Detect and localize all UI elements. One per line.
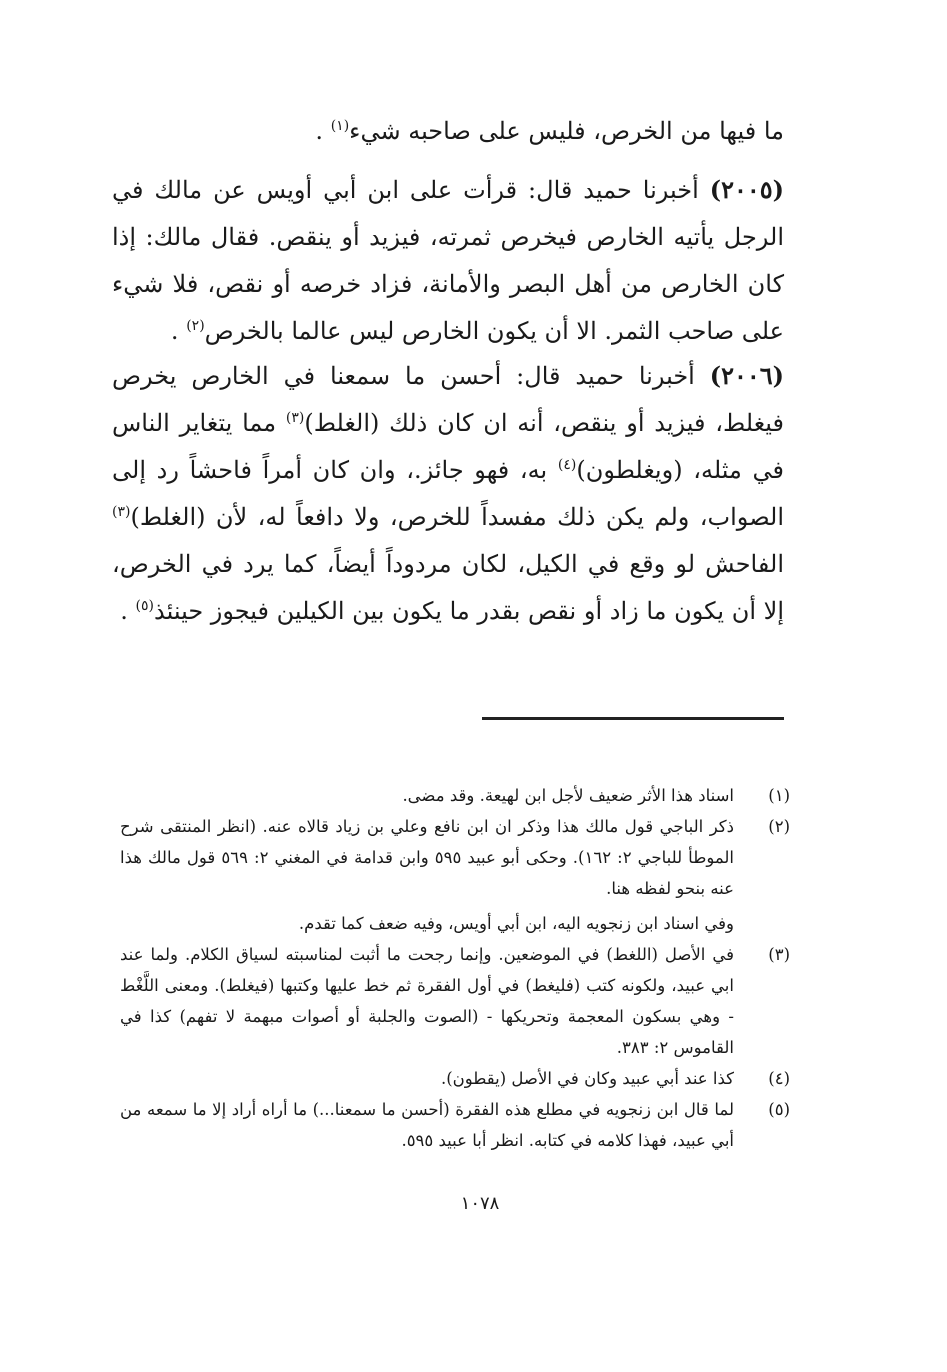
paragraph-end: . [120, 597, 128, 625]
paragraph-text: مما يتغاير الناس في مثله، (ويغلطون) [112, 409, 785, 484]
paragraph-text: ما فيها من الخرص، فليس على صاحبه شيء [349, 117, 784, 145]
footnote-ref: (٢) [186, 318, 205, 334]
footnote-text: وفي اسناد ابن زنجويه اليه، ابن أبي أويس، وفيه ضعف كما تقدم. [298, 914, 734, 933]
paragraph-number: (٢٠٠٦) [709, 361, 785, 390]
footnote-number: (١) [768, 786, 790, 805]
footnote-text: لما قال ابن زنجويه في مطلع هذه الفقرة (أحسن ما سمعنا...) ما أراه أراد إلا ما سمعه من أبي عبيد، فهذا كلامه في كتابه. انظر أبا عبيد ٥٩٥. [120, 1100, 734, 1150]
paragraph-text: به، فهو جائز.، وان كان أمراً فاحشاً رد إلى الصواب، ولم يكن ذلك مفسداً للخرص، ولا دافعاً له، لأن (الغلط) [112, 456, 784, 531]
footnote-ref: (٣) [112, 504, 131, 520]
paragraph-continuation [112, 108, 784, 155]
paragraph-2006 [112, 352, 784, 635]
paragraph-text: الفاحش لو وقع في الكيل، لكان مردوداً أيضاً، كما يرد في الخرص، إلا أن يكون ما زاد أو نقص بقدر ما يكون بين الكيلين فيجوز حينئذ [112, 550, 784, 625]
footnote-text: اسناد هذا الأثر ضعيف لأجل ابن لهيعة. وقد مضى. [402, 786, 734, 805]
paragraph-text: أخبرنا حميد قال: قرأت على ابن أبي أويس عن مالك في الرجل يأتيه الخارص فيخرص ثمرته، فيزيد أو ينقص. فقال مالك: إذا كان الخارص من أهل البصر والأمانة، فزاد خرصه أو نقص، فلا شيء على صاحب الثمر. الا أن يكون الخارص ليس عالما بالخرص [112, 176, 784, 345]
footnote-ref: (٤) [557, 457, 577, 473]
footnote-5 [120, 1094, 790, 1156]
footnote-text: ذكر الباجي قول مالك هذا وذكر ان ابن نافع وعلي بن زياد قالاه عنه. (انظر المنتقى شرح الموطأ للباجي ٢: ١٦٢). وحكى أبو عبيد ٥٩٥ وابن قدامة في المغني ٢: ٥٦٩ قول مالك هذا عنه بنحو لفظه هنا. [120, 817, 735, 898]
footnote-ref: (٣) [285, 410, 305, 426]
paragraph-number: (٢٠٠٥) [709, 175, 784, 204]
page-number: ١٠٧٨ [460, 1193, 500, 1214]
footnote-number: (٤) [768, 1069, 790, 1088]
footnote-number: (٢) [768, 817, 790, 836]
footnote-number: (٣) [768, 945, 790, 964]
footnote-ref: (١) [330, 118, 350, 134]
paragraph-text: أخبرنا حميد قال: أحسن ما سمعنا في الخارص يخرص فيغلط، فيزيد أو ينقص، أنه ان كان ذلك (الغلط) [112, 362, 785, 437]
footnote-3 [120, 939, 790, 1063]
paragraph-end: . [170, 317, 179, 345]
footnote-divider [482, 717, 784, 720]
footnote-text: في الأصل (اللغط) في الموضعين. وإنما رجحت ما أثبت لمناسبته لسياق الكلام. ولما عند ابي عبيد، ولكونه كتب (فليغط) في أول الفقرة ثم خط عليها وكتبها (فيغلط). ومعنى اللَّغْط - وهي بسكون المعجمة وتحريكها - (الصوت والجلبة أو أصوات مبهمة لا تفهم) كذا في القاموس ٢: ٣٨٣. [120, 945, 734, 1057]
footnote-ref: (٥) [135, 598, 154, 614]
paragraph-end: . [315, 117, 324, 145]
paragraph-2005 [112, 166, 784, 355]
footnote-number: (٥) [768, 1100, 790, 1119]
footnote-2-continued [120, 908, 790, 939]
footnotes [120, 780, 790, 1156]
footnote-1 [120, 780, 790, 811]
footnote-4 [120, 1063, 790, 1094]
footnote-2 [120, 811, 790, 904]
footnote-text: كذا عند أبي عبيد وكان في الأصل (يقطون). [440, 1069, 734, 1088]
